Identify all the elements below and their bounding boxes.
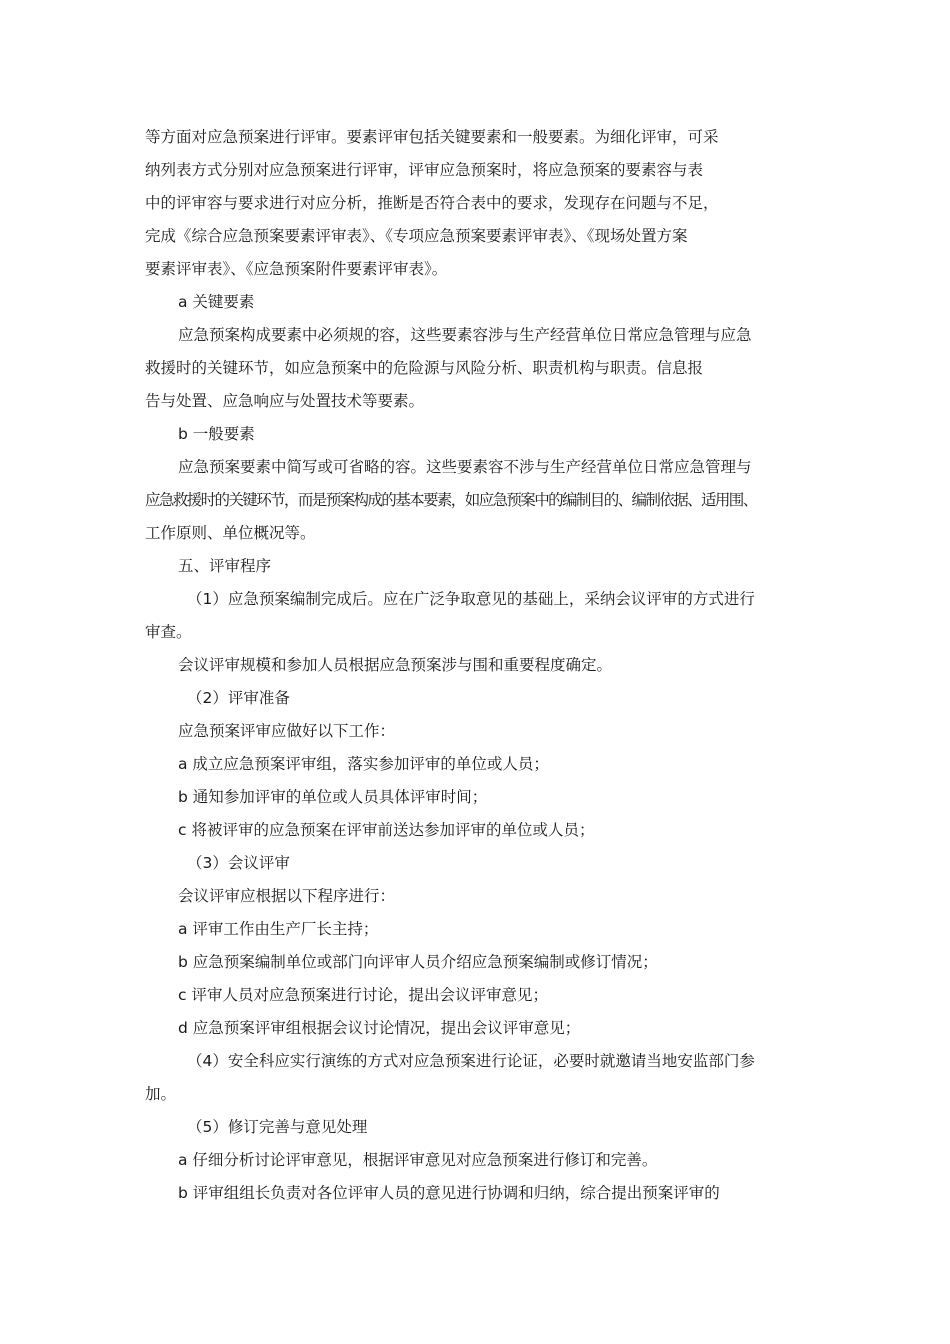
paragraph-line: 完成《综合应急预案要素评审表》、《专项应急预案要素评审表》、《现场处置方案 xyxy=(145,227,688,245)
paragraph-line: 会议评审应根据以下程序进行： xyxy=(178,887,396,905)
paragraph-line: 应急预案评审应做好以下工作： xyxy=(178,722,396,740)
document-body xyxy=(145,121,815,1210)
list-item: b 通知参加评审的单位或人员具体评审时间； xyxy=(178,788,488,806)
list-item: a 仔细分析讨论评审意见，根据评审意见对应急预案进行修订和完善。 xyxy=(178,1151,658,1169)
list-item: d 应急预案评审组根据会议讨论情况，提出会议评审意见； xyxy=(178,1019,581,1037)
list-item: b 评审组组长负责对各位评审人员的意见进行协调和归纳，综合提出预案评审的 xyxy=(178,1184,720,1202)
paragraph-line: 救援时的关键环节，如应急预案中的危险源与风险分析、职责机构与职责。信息报 xyxy=(145,359,704,377)
section-heading: a 关键要素 xyxy=(178,293,255,311)
paragraph-line: 审查。 xyxy=(145,623,192,641)
list-item: a 成立应急预案评审组，落实参加评审的单位或人员； xyxy=(178,755,549,773)
subsection-heading: （2）评审准备 xyxy=(187,689,290,707)
list-item: b 应急预案编制单位或部门向评审人员介绍应急预案编制或修订情况； xyxy=(178,953,658,971)
paragraph-line: 告与处置、应急响应与处置技术等要素。 xyxy=(145,392,425,410)
paragraph-line: 应急救援时的关键环节，而是预案构成的基本要素，如应急预案中的编制目的、编制依据、适用围、 xyxy=(145,491,757,509)
paragraph-line: 要素评审表》、《应急预案附件要素评审表》。 xyxy=(145,260,448,278)
subsection-heading: （5）修订完善与意见处理 xyxy=(187,1118,368,1136)
paragraph-line: 应急预案要素中简写或可省略的容。这些要素容不涉与生产经营单位日常应急管理与 xyxy=(178,458,752,476)
list-item: c 将被评审的应急预案在评审前送达参加评审的单位或人员； xyxy=(178,821,595,839)
paragraph-line: 中的评审容与要求进行对应分析，推断是否符合表中的要求，发现存在问题与不足， xyxy=(145,194,719,212)
paragraph-line: （4）安全科应实行演练的方式对应急预案进行论证，必要时就邀请当地安监部门参 xyxy=(187,1052,755,1070)
subsection-heading: （3）会议评审 xyxy=(187,854,290,872)
list-item: c 评审人员对应急预案进行讨论，提出会议评审意见； xyxy=(178,986,548,1004)
paragraph-line: 等方面对应急预案进行评审。要素评审包括关键要素和一般要素。为细化评审，可采 xyxy=(145,128,719,146)
section-heading: 五、评审程序 xyxy=(178,557,272,575)
paragraph-line: 会议评审规模和参加人员根据应急预案涉与围和重要程度确定。 xyxy=(178,656,613,674)
paragraph-line: 加。 xyxy=(145,1085,177,1103)
paragraph-line: 应急预案构成要素中必须规的容，这些要素容涉与生产经营单位日常应急管理与应急 xyxy=(178,326,752,344)
paragraph-line: （1）应急预案编制完成后。应在广泛争取意见的基础上，采纳会议评审的方式进行 xyxy=(187,590,755,608)
paragraph-line: 工作原则、单位概况等。 xyxy=(145,524,316,542)
section-heading: b 一般要素 xyxy=(178,425,255,443)
list-item: a 评审工作由生产厂长主持； xyxy=(178,920,379,938)
paragraph-line: 纳列表方式分别对应急预案进行评审，评审应急预案时，将应急预案的要素容与表 xyxy=(145,161,704,179)
